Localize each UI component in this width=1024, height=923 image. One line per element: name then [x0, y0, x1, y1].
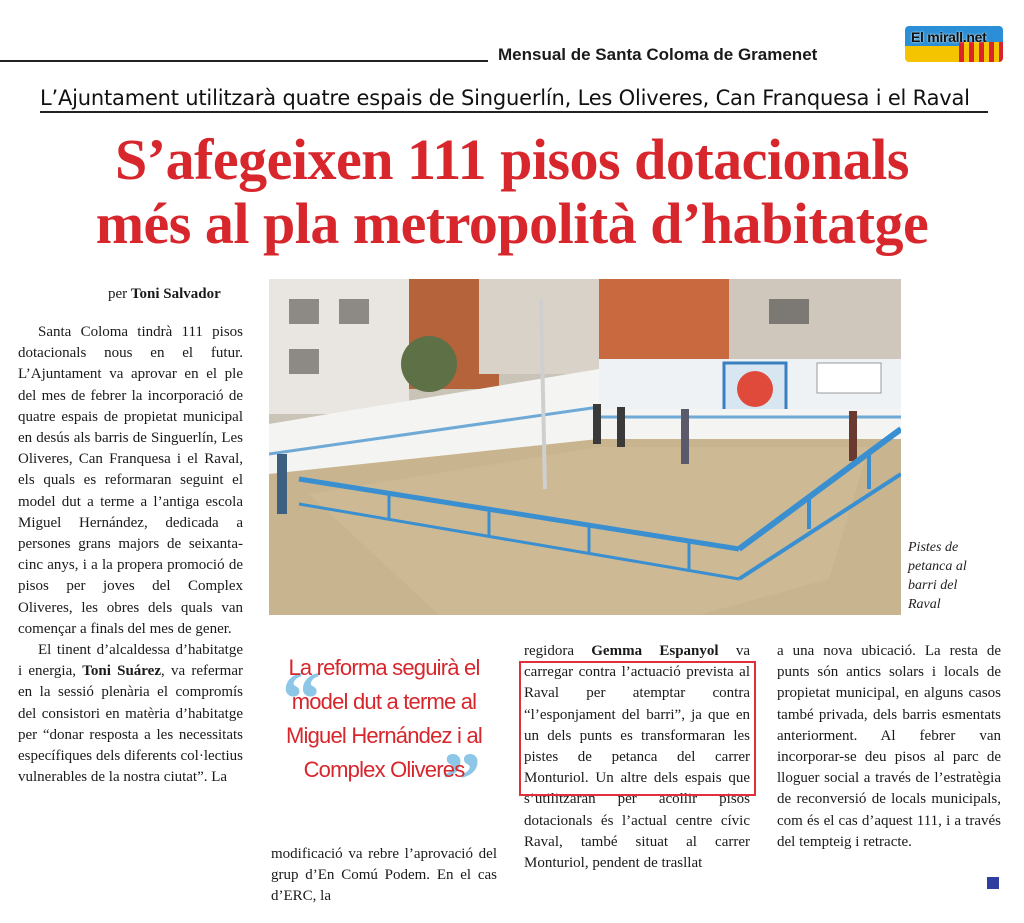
- name-gemma-espanyol: Gemma Espanyol: [591, 643, 719, 659]
- paragraph-4-rest: va carregar contra l’actuació prevista al Raval per atemptar contra “l’esponjament del barri”, ja que en un dels punts es transformaran les pistes de petanca del carrer Monturiol. Un altre dels espais que s’utilitzaran per acollir pisos dotacionals és l’actual centre cívic Raval, també situat al carrer Monturiol, pendent de trasllat: [524, 643, 751, 872]
- paragraph-2-lead: El tinent d’alcaldessa d’habitatge i energia,: [18, 642, 243, 680]
- headline-line-1: S’afegeixen 111 pisos dotacionals: [115, 127, 909, 192]
- headline-line-2: més al pla metropolità d’habitatge: [95, 191, 929, 256]
- article-column-1: [18, 322, 243, 788]
- end-of-article-mark: [987, 877, 999, 889]
- publication-name: Mensual de Santa Coloma de Gramenet: [498, 45, 818, 64]
- logo-text: El mirall.net: [911, 29, 987, 45]
- highlight-box: [519, 661, 756, 796]
- open-quote-icon: “: [282, 655, 321, 742]
- pull-quote: La reforma seguirà el model dut a terme al Miguel Hernández i al Complex Oliveres: [286, 655, 482, 782]
- paragraph-1: Santa Coloma tindrà 111 pisos dotacionals nous en el futur. L’Ajuntament va aprovar en el ple del mes de febrer la incorporació de quatre espais de propietat municipal en desús als barris de Singuerlín, Les Oliveres, Can Franquesa i el Raval, els quals es reformaran seguint el model dut a terme a l’antiga escola Miguel Hernández, dedicada a persones grans majors de seixanta-cinc anys, i a la propera promoció de pisos per joves del Complex Oliveres, les obres dels quals van començar a finals del mes de gener.: [18, 324, 243, 637]
- masthead-rule: [0, 60, 488, 62]
- byline: [108, 286, 221, 303]
- close-quote-icon: ”: [442, 736, 481, 823]
- paragraph-5: a una nova ubicació. La resta de punts són antics solars i locals de propietat municipal, en alguns casos també privada, dels barris esmentats anteriorment. Al febrer van incorporar-se deu pisos al parc de lloguer social a través de l’estratègia de reconversió de locals municipals, com és el cas d’aquest 111, i a través del tempteig i retracte.: [777, 643, 1001, 850]
- paragraph-2-rest: , va refermar en la sessió plenària el compromís del consistori en matèria d’habitatge per “donar resposta a les necessitats específiques dels diferents col·lectius vulnerables de la nostra ciutat”. La: [18, 663, 244, 786]
- paragraph-3: modificació va rebre l’aprovació del grup d’En Comú Podem. En el cas d’ERC, la: [271, 846, 497, 905]
- elmirall-logo[interactable]: [905, 26, 1003, 62]
- petanque-courts-photo: [269, 279, 901, 615]
- paragraph-2: [18, 640, 243, 788]
- paragraph-4-lead: regidora: [524, 643, 574, 659]
- article-column-2: [271, 844, 497, 908]
- name-toni-suarez: Toni Suárez: [82, 663, 162, 680]
- article-headline: [0, 128, 1024, 256]
- article-column-4: [777, 641, 1001, 853]
- photo-caption: Pistes de petanca al barri del Raval: [908, 540, 967, 612]
- photo-illustration: [269, 279, 901, 615]
- byline-author: Toni Salvador: [130, 286, 221, 302]
- logo-flag-stripes: [959, 42, 1003, 62]
- article-kicker: L’Ajuntament utilitzarà quatre espais de Singuerlín, Les Oliveres, Can Franquesa i el Raval: [40, 86, 988, 113]
- byline-prefix: per: [108, 286, 128, 302]
